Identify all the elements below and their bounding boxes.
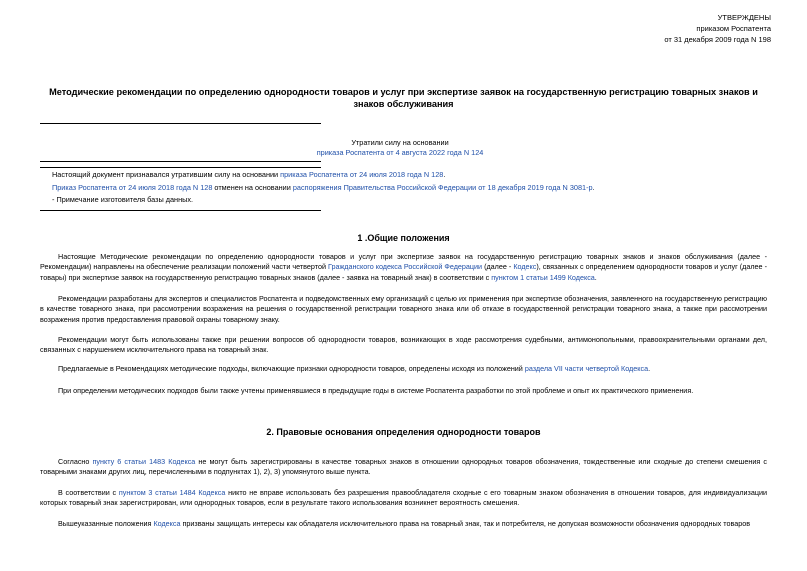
section-2-paragraph-3: Вышеуказанные положения Кодекса призваны защищать интересы как обладателя исключительного права на товарный знак, так и потребителя, не допуская возможности обозначения однородных товаров (58, 519, 751, 528)
section-1-paragraph-5: При определении методических подходов были также учтены применявшиеся в предыдущие годы в системе Роспатента разработки по этой проблеме и опыт их практического применения. (58, 386, 694, 395)
editor-note-2: Приказ Роспатента от 24 июля 2018 года N 128 отменен на основании распоряжения Правительства Российской Федерации от 18 декабря 2019 года N 3081-р. (52, 183, 595, 192)
section-1-paragraph-2: Рекомендации разработаны для экспертов и специалистов Роспатента и подведомственных ему организаций с целью их применения при экспертизе обозначения, заявленного на государственную регистрацию в качестве товарного знака, при рассмотрении возражения на решения о государственной регистрации товарного знака или об отказе в государственной регистрации товарного знака, а также при рассмотрении возражения против предоставления правовой охраны товарному знаку. (40, 294, 767, 324)
article-1483-link[interactable]: пункту 6 статьи 1483 Кодекса (92, 457, 196, 466)
divider (40, 210, 321, 211)
approval-block (664, 12, 771, 45)
section-2-title: 2. Правовые основания определения однородности товаров (266, 427, 541, 437)
order-128-link-2[interactable]: Приказ Роспатента от 24 июля 2018 года N 128 (52, 183, 213, 192)
section-2-paragraph-2: В соответствии с пунктом 3 статьи 1484 Кодекса никто не вправе использовать без разрешения правообладателя сходные с его товарным знаком обозначения в отношении товаров, для индивидуализации которых товарный знак зарегистрирован, или однородных товаров, если в результате такого использования возникнет вероятность смешения. (40, 488, 767, 508)
civil-code-link[interactable]: Гражданского кодекса Российской Федерации (327, 262, 483, 272)
repeal-notice (150, 138, 650, 158)
divider (40, 123, 321, 124)
section-1-title: 1 .Общие положения (357, 233, 450, 243)
code-link-2[interactable]: Кодекса (153, 519, 181, 528)
approval-line-2: приказом Роспатента (696, 24, 771, 33)
section-1-paragraph-3: Рекомендации могут быть использованы также при решении вопросов об однородности товаров, возникающих в ходе рассмотрения судебными, антимонопольными, правоохранительными органами дел, связанных с нарушением исключительного права на товарный знак. (40, 335, 767, 355)
divider (40, 167, 321, 168)
code-link[interactable]: Кодекс (513, 262, 537, 272)
repeal-text: Утратили силу на основании (351, 138, 449, 147)
order-128-link[interactable]: приказа Роспатента от 24 июля 2018 года N 128 (280, 170, 444, 179)
section-2-paragraph-1: Согласно пункту 6 статьи 1483 Кодекса не могут быть зарегистрированы в качестве товарных знаков в отношении однородных товаров обозначения, тождественные или сходные до степени смешения с товарными знаками других лиц, перечисленными в подпунктах 1), 2), 3) упомянутого выше пункта. (40, 457, 767, 477)
document-title: Методические рекомендации по определению однородности товаров и услуг при экспертизе заявок на государственную регистрацию товарных знаков и знаков обслуживания (49, 87, 758, 109)
approval-line-1: УТВЕРЖДЕНЫ (717, 13, 771, 22)
article-1499-link[interactable]: пунктом 1 статьи 1499 Кодекса (491, 272, 595, 282)
approval-line-3: от 31 декабря 2009 года N 198 (664, 35, 771, 44)
repeal-order-link[interactable]: приказа Роспатента от 4 августа 2022 года N 124 (316, 148, 484, 157)
article-1484-link[interactable]: пунктом 3 статьи 1484 Кодекса (118, 488, 226, 497)
section-1-paragraph-4: Предлагаемые в Рекомендациях методические подходы, включающие признаки однородности товаров, определены исходя из положений раздела VII части четвертой Кодекса. (58, 364, 651, 373)
section-vii-link[interactable]: раздела VII части четвертой Кодекса (524, 364, 649, 373)
editor-note-3: - Примечание изготовителя базы данных. (52, 195, 194, 204)
divider (40, 161, 321, 162)
editor-note-1: Настоящий документ признавался утратившим силу на основании приказа Роспатента от 24 июля 2018 года N 128. (52, 170, 446, 179)
government-order-link[interactable]: распоряжения Правительства Российской Федерации от 18 декабря 2019 года N 3081-р (292, 183, 593, 192)
section-1-paragraph-1: Настоящие Методические рекомендации по определению однородности товаров и услуг при экспертизе заявок на государственную регистрацию товарных знаков и знаков обслуживания (далее - Рекомендации) направлены на обеспечение реализации положений части четвертой Гражданского кодекса Российской Федерации (далее - Кодекс), связанных с определением однородности товаров и услуг (далее - товары) при экспертизе заявок на государственную регистрацию товарных знаков (далее - заявка на товарный знак) в соответствии с пунктом 1 статьи 1499 Кодекса. (40, 252, 767, 282)
